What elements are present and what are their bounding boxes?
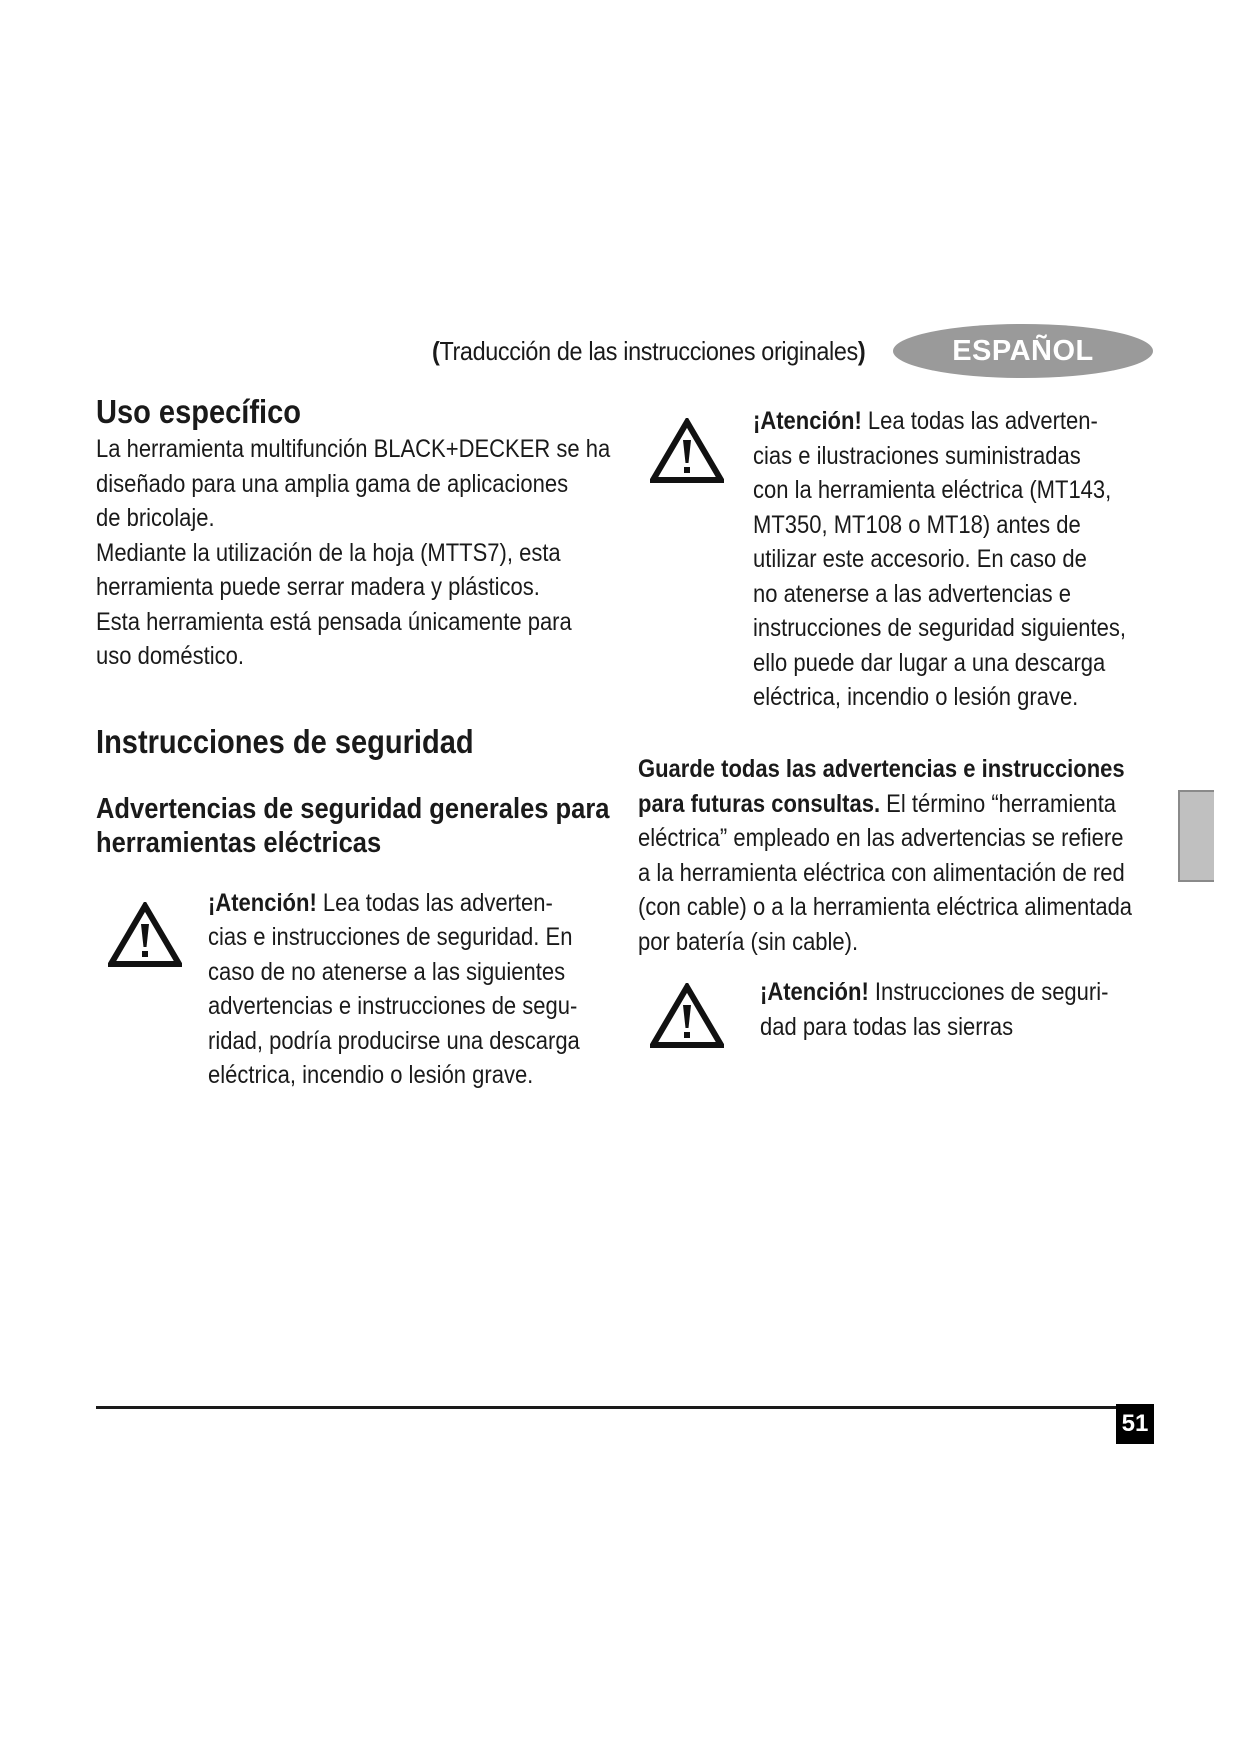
general-warning-block — [96, 886, 636, 1116]
text-line: herramienta puede serrar madera y plásticos. — [96, 573, 540, 601]
text-line: por batería (sin cable). — [638, 927, 859, 956]
text-line: con la herramienta eléctrica (MT143, — [753, 476, 1112, 504]
text-line — [638, 787, 1157, 822]
text-line: dad para todas las sierras — [760, 1012, 1014, 1041]
save-bold-line: para futuras consultas. — [638, 789, 881, 818]
language-badge-label: ESPAÑOL — [952, 334, 1094, 367]
text-line: cias e ilustraciones suministradas — [753, 441, 1081, 470]
language-badge — [893, 324, 1153, 378]
text-line: eléctrica, incendio o lesión grave. — [753, 683, 1079, 711]
footer-rule — [96, 1406, 1118, 1409]
page-number: 51 — [1116, 1404, 1154, 1444]
text-line: eléctrica, incendio o lesión grave. — [208, 1061, 534, 1089]
open-paren: ( — [432, 336, 440, 366]
text-line: Mediante la utilización de la hoja (MTTS7), esta — [96, 538, 561, 567]
right-column — [638, 404, 1158, 1075]
close-paren: ) — [857, 336, 866, 366]
text-line: caso de no atenerse a las siguientes — [208, 957, 566, 986]
warning-triangle-icon — [650, 983, 724, 1049]
save-bold-line: Guarde todas las advertencias e instrucciones — [638, 755, 1125, 783]
accessory-warning-block — [638, 404, 1158, 734]
text-line: ello puede dar lugar a una descarga — [753, 648, 1106, 677]
text-line: a la herramienta eléctrica con alimentación de red — [638, 858, 1125, 887]
text-span: Lea todas las adverten- — [861, 407, 1098, 435]
safety-instructions-heading: Instrucciones de seguridad — [96, 722, 474, 760]
general-safety-subheading — [96, 792, 624, 860]
text-line — [760, 975, 1130, 1010]
saws-warning-block — [638, 975, 1158, 1075]
text-line: (con cable) o a la herramienta eléctrica alimentada — [638, 893, 1133, 921]
subheading-line: herramientas eléctricas — [96, 826, 382, 859]
text-span: Instrucciones de seguri- — [868, 978, 1109, 1006]
text-line: La herramienta multifunción BLACK+DECKER se ha — [96, 435, 611, 463]
text-line — [638, 752, 1157, 787]
general-warning-text — [208, 886, 595, 1093]
text-line: eléctrica” empleado en las advertencias se refiere — [638, 824, 1124, 852]
translation-note — [432, 336, 865, 367]
warning-lead: ¡Atención! — [208, 888, 317, 917]
text-line: advertencias e instrucciones de segu- — [208, 992, 578, 1020]
text-line: no atenerse a las advertencias e — [753, 579, 1071, 608]
left-column — [96, 392, 636, 1116]
text-line — [208, 886, 595, 921]
text-line: Esta herramienta está pensada únicamente para — [96, 607, 572, 636]
text-span: Lea todas las adverten- — [316, 888, 553, 917]
text-line: MT350, MT108 o MT18) antes de — [753, 510, 1081, 539]
warning-lead: ¡Atención! — [760, 978, 869, 1006]
text-line: diseñado para una amplia gama de aplicaciones — [96, 469, 569, 498]
intended-use-text — [96, 432, 624, 674]
text-line — [753, 404, 1131, 439]
text-line: de bricolaje. — [96, 504, 215, 532]
text-line: instrucciones de seguridad siguientes, — [753, 614, 1127, 642]
text-line: cias e instrucciones de seguridad. En — [208, 923, 573, 951]
save-instructions-text — [638, 752, 1157, 959]
warning-lead: ¡Atención! — [753, 407, 862, 435]
text-line: uso doméstico. — [96, 642, 244, 670]
intended-use-heading: Uso específico — [96, 393, 301, 430]
section-thumb-tab — [1178, 790, 1214, 882]
translation-text: Traducción de las instrucciones originales — [439, 336, 858, 366]
text-line: utilizar este accesorio. En caso de — [753, 545, 1087, 573]
accessory-warning-text — [753, 404, 1131, 715]
warning-triangle-icon — [108, 902, 182, 968]
saws-warning-text — [760, 975, 1130, 1044]
warning-triangle-icon — [650, 418, 724, 484]
text-span: El término “herramienta — [880, 789, 1117, 818]
text-line: ridad, podría producirse una descarga — [208, 1026, 580, 1055]
subheading-line: Advertencias de seguridad generales para — [96, 792, 610, 825]
